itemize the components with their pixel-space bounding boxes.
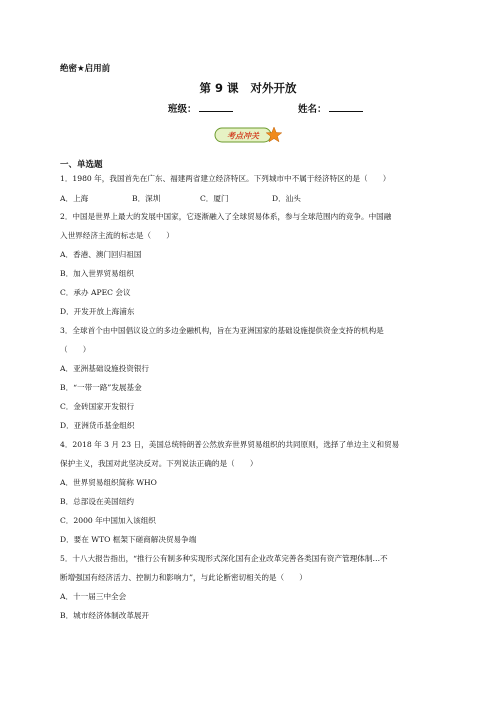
class-field[interactable] [168, 101, 233, 115]
lesson-topic: 对外开放 [250, 81, 297, 95]
question-1-option-a[interactable]: A．上海 [60, 194, 89, 203]
class-blank[interactable] [199, 102, 233, 112]
question-2-option-a[interactable]: A．香港、澳门回归祖国 [60, 250, 142, 259]
question-2-stem-line-2: 入世界经济主流的标志是（ ） [60, 231, 174, 240]
badge-text: 考点冲关 [227, 131, 259, 141]
name-label: 姓名： [298, 104, 327, 115]
kaodian-badge [214, 126, 282, 144]
lesson-title [0, 80, 496, 96]
question-3-option-b[interactable]: B．“一带一路”发展基金 [60, 383, 142, 392]
name-field[interactable] [298, 101, 363, 115]
question-2-stem-line-1: 2．中国是世界上最大的发展中国家，它逐渐融入了全球贸易体系，参与全球范围内的竞争。中国融 [60, 212, 392, 221]
question-4-option-b[interactable]: B．总部设在美国纽约 [60, 497, 134, 506]
question-3-stem-line-2: （ ） [60, 345, 91, 354]
lesson-number: 第 9 课 [199, 81, 239, 95]
question-2-option-c[interactable]: C．承办 APEC 会议 [60, 288, 131, 297]
question-3-stem-line-1: 3．全球首个由中国倡议设立的多边金融机构，旨在为亚洲国家的基础设施提供资金支持的机构是 [60, 326, 384, 335]
question-1-stem-line-1: 1．1980 年，我国首先在广东、福建两省建立经济特区。下列城市中不属于经济特区的是（ ） [60, 174, 391, 183]
question-1-option-b[interactable]: B．深圳 [132, 194, 161, 203]
question-5-option-a[interactable]: A．十一届三中全会 [60, 592, 127, 601]
question-3-option-a[interactable]: A．亚洲基础设施投资银行 [60, 364, 150, 373]
question-1-option-c[interactable]: C．厦门 [200, 194, 229, 203]
question-4-option-a[interactable]: A．世界贸易组织简称 WHO [60, 478, 157, 487]
question-2-option-b[interactable]: B．加入世界贸易组织 [60, 269, 134, 278]
question-4-stem-line-1: 4．2018 年 3 月 23 日，美国总统特朗普公然放弃世界贸易组织的共同原则，选择了单边主义和贸易 [60, 440, 400, 449]
question-4-option-d[interactable]: D．要在 WTO 框架下磋商解决贸易争端 [60, 535, 197, 544]
question-5-stem-line-1: 5．十八大报告指出，“推行公有制多种实现形式深化国有企业改革完善各类国有资产管理体制…不 [60, 554, 388, 563]
question-4-stem-line-2: 保护主义，我国对此坚决反对。下列说法正确的是（ ） [60, 459, 258, 468]
question-4-option-c[interactable]: C．2000 年中国加入该组织 [60, 516, 156, 525]
question-2-option-d[interactable]: D．开发开放上海浦东 [60, 307, 135, 316]
class-label: 班级： [168, 104, 197, 115]
question-3-option-c[interactable]: C．金砖国家开发银行 [60, 402, 135, 411]
question-5-stem-line-2: 断增强国有经济活力、控制力和影响力”，与此论断密切相关的是（ ） [60, 573, 307, 582]
question-5-option-b[interactable]: B．城市经济体制改革展开 [60, 611, 150, 620]
question-3-option-d[interactable]: D．亚洲货币基金组织 [60, 421, 135, 430]
secret-label: 绝密★启用前 [60, 64, 111, 74]
name-blank[interactable] [329, 102, 363, 112]
section-title: 一、单选题 [60, 160, 103, 170]
question-1-option-d[interactable]: D．汕头 [272, 194, 301, 203]
